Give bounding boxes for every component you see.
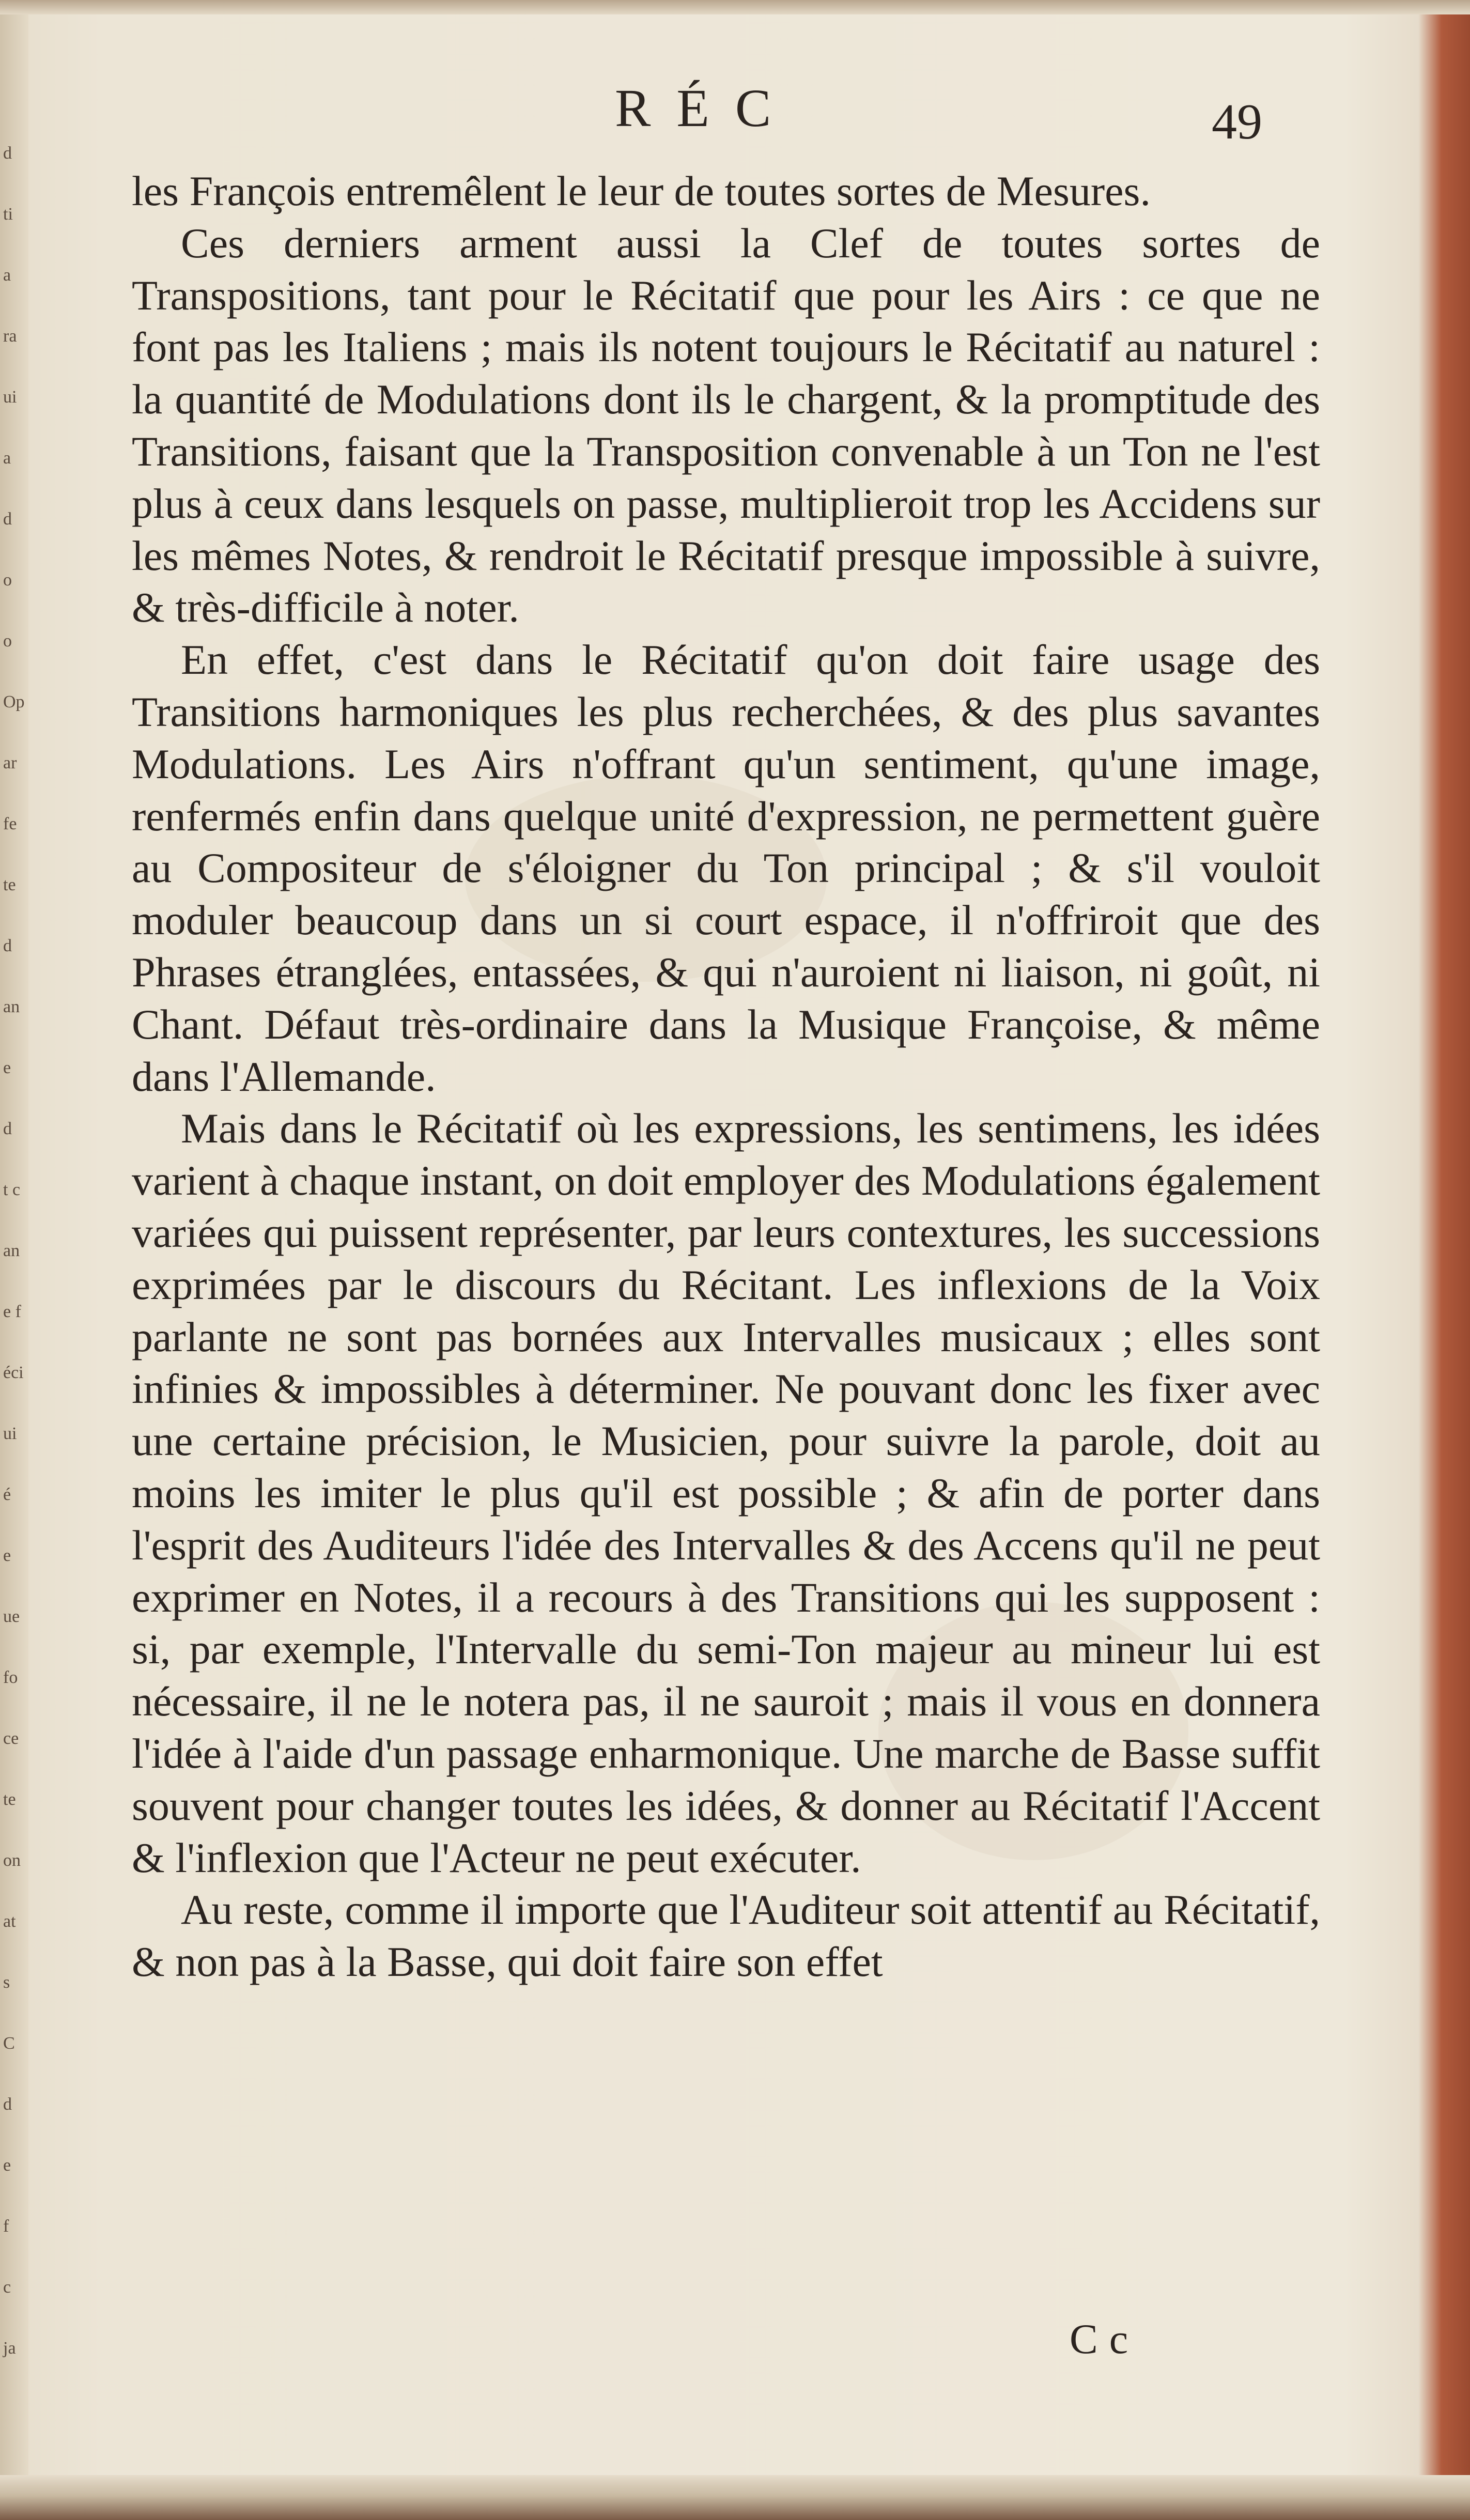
margin-fragment: o xyxy=(3,631,12,651)
margin-fragment: d xyxy=(3,936,12,955)
margin-fragment: éci xyxy=(3,1363,24,1382)
margin-fragment: ui xyxy=(3,1424,17,1443)
bottom-page-edge xyxy=(0,2475,1470,2520)
margin-fragment: e f xyxy=(3,1302,21,1321)
margin-fragment: ui xyxy=(3,388,17,407)
margin-fragment: s xyxy=(3,1973,10,1992)
margin-fragment: ue xyxy=(3,1607,20,1626)
margin-fragment: d xyxy=(3,144,12,163)
margin-fragment: ar xyxy=(3,753,17,772)
margin-fragment: ce xyxy=(3,1729,19,1748)
margin-fragment: fe xyxy=(3,814,17,833)
bleed-through-margin-text xyxy=(0,0,28,2520)
margin-fragment: a xyxy=(3,266,11,285)
margin-fragment: ja xyxy=(3,2339,16,2358)
margin-fragment: an xyxy=(3,997,20,1016)
margin-fragment: o xyxy=(3,570,12,590)
margin-fragment: an xyxy=(3,1241,20,1260)
margin-fragment: d xyxy=(3,2095,12,2114)
top-page-edge xyxy=(0,0,1470,14)
margin-fragment: e xyxy=(3,1546,11,1565)
margin-fragment: é xyxy=(3,1485,11,1504)
margin-fragment: d xyxy=(3,1119,12,1138)
paragraph: les François entremêlent le leur de toutes sortes de Mesures. xyxy=(132,167,1151,214)
margin-fragment: t c xyxy=(3,1180,21,1199)
paragraph: Mais dans le Récitatif où les expressions, les sentimens, les idées varient à chaque instant, on doit employer des Modulations également variées qui puissent représenter, par leurs contextures, les successions exprimées par le discours du Récitant. Les inflexions de la Voix parlante ne sont pas bornées aux Intervalles musicaux ; elles sont infinies & impossibles à déterminer. Ne pouvant donc les fixer avec une certaine précision, le Musicien, pour suivre la parole, doit au moins les imiter le plus qu'il est possible ; & afin de porter dans l'esprit des Auditeurs l'idée des Intervalles & des Accens qu'il ne peut exprimer en Notes, il a recours à des Transitions qui les supposent : si, par exemple, l'Intervalle du semi-Ton majeur au mineur lui est nécessaire, il ne le notera pas, il ne sauroit ; mais il vous en donnera l'idée à l'aide d'un passage enharmonique. Une marche de Basse suffit souvent pour changer toutes les idées, & donner au Récitatif l'Accent & l'inflexion que l'Acteur ne peut exécuter. xyxy=(132,1105,1320,1881)
paragraph: Ces derniers arment aussi la Clef de toutes sortes de Transpositions, tant pour le Récitatif que pour les Airs : ce que ne font pas les Italiens ; mais ils notent toujours le Récitatif au naturel : la quantité de Modulations dont ils le chargent, & la promptitude des Transitions, faisant que la Transposition convenable à un Ton ne l'est plus à ceux dans lesquels on passe, multiplieroit trop les Accidens sur les mêmes Notes, & rendroit le Récitatif presque impossible à suivre, & très-difficile à noter. xyxy=(132,219,1320,631)
margin-fragment: Op xyxy=(3,692,25,712)
margin-fragment: ti xyxy=(3,205,13,224)
margin-fragment: e xyxy=(3,2156,11,2175)
margin-fragment: a xyxy=(3,449,11,468)
page-title: RÉC xyxy=(615,79,797,138)
paragraph: En effet, c'est dans le Récitatif qu'on doit faire usage des Transitions harmoniques les plus recherchées, & des plus savantes Modulations. Les Airs n'offrant qu'un sentiment, qu'une image, renfermés enfin dans quelque unité d'expression, ne permettent guère au Compositeur de s'éloigner du Ton principal ; & s'il vouloit moduler beaucoup dans un si court espace, il n'offriroit que des Phrases étranglées, entassées, & qui n'auroient ni liaison, ni goût, ni Chant. Défaut très-ordinaire dans la Musique Françoise, & même dans l'Allemande. xyxy=(132,636,1320,1100)
page-number: 49 xyxy=(1212,94,1262,150)
body-text xyxy=(132,165,1320,1988)
margin-fragment: fo xyxy=(3,1668,18,1687)
margin-fragment: at xyxy=(3,1912,16,1931)
margin-fragment: te xyxy=(3,875,16,894)
paragraph: Au reste, comme il importe que l'Auditeur soit attentif au Récitatif, & non pas à la Basse, qui doit faire son effet xyxy=(132,1886,1320,1986)
margin-fragment: ra xyxy=(3,327,17,346)
margin-fragment: C xyxy=(3,2034,15,2053)
margin-fragment: te xyxy=(3,1790,16,1809)
margin-fragment: d xyxy=(3,509,12,529)
signature-mark: Cc xyxy=(1070,2315,1140,2362)
running-head xyxy=(132,78,1320,150)
margin-fragment: c xyxy=(3,2278,11,2297)
margin-fragment: e xyxy=(3,1058,11,1077)
margin-fragment: f xyxy=(3,2217,9,2236)
margin-fragment: on xyxy=(3,1851,21,1870)
